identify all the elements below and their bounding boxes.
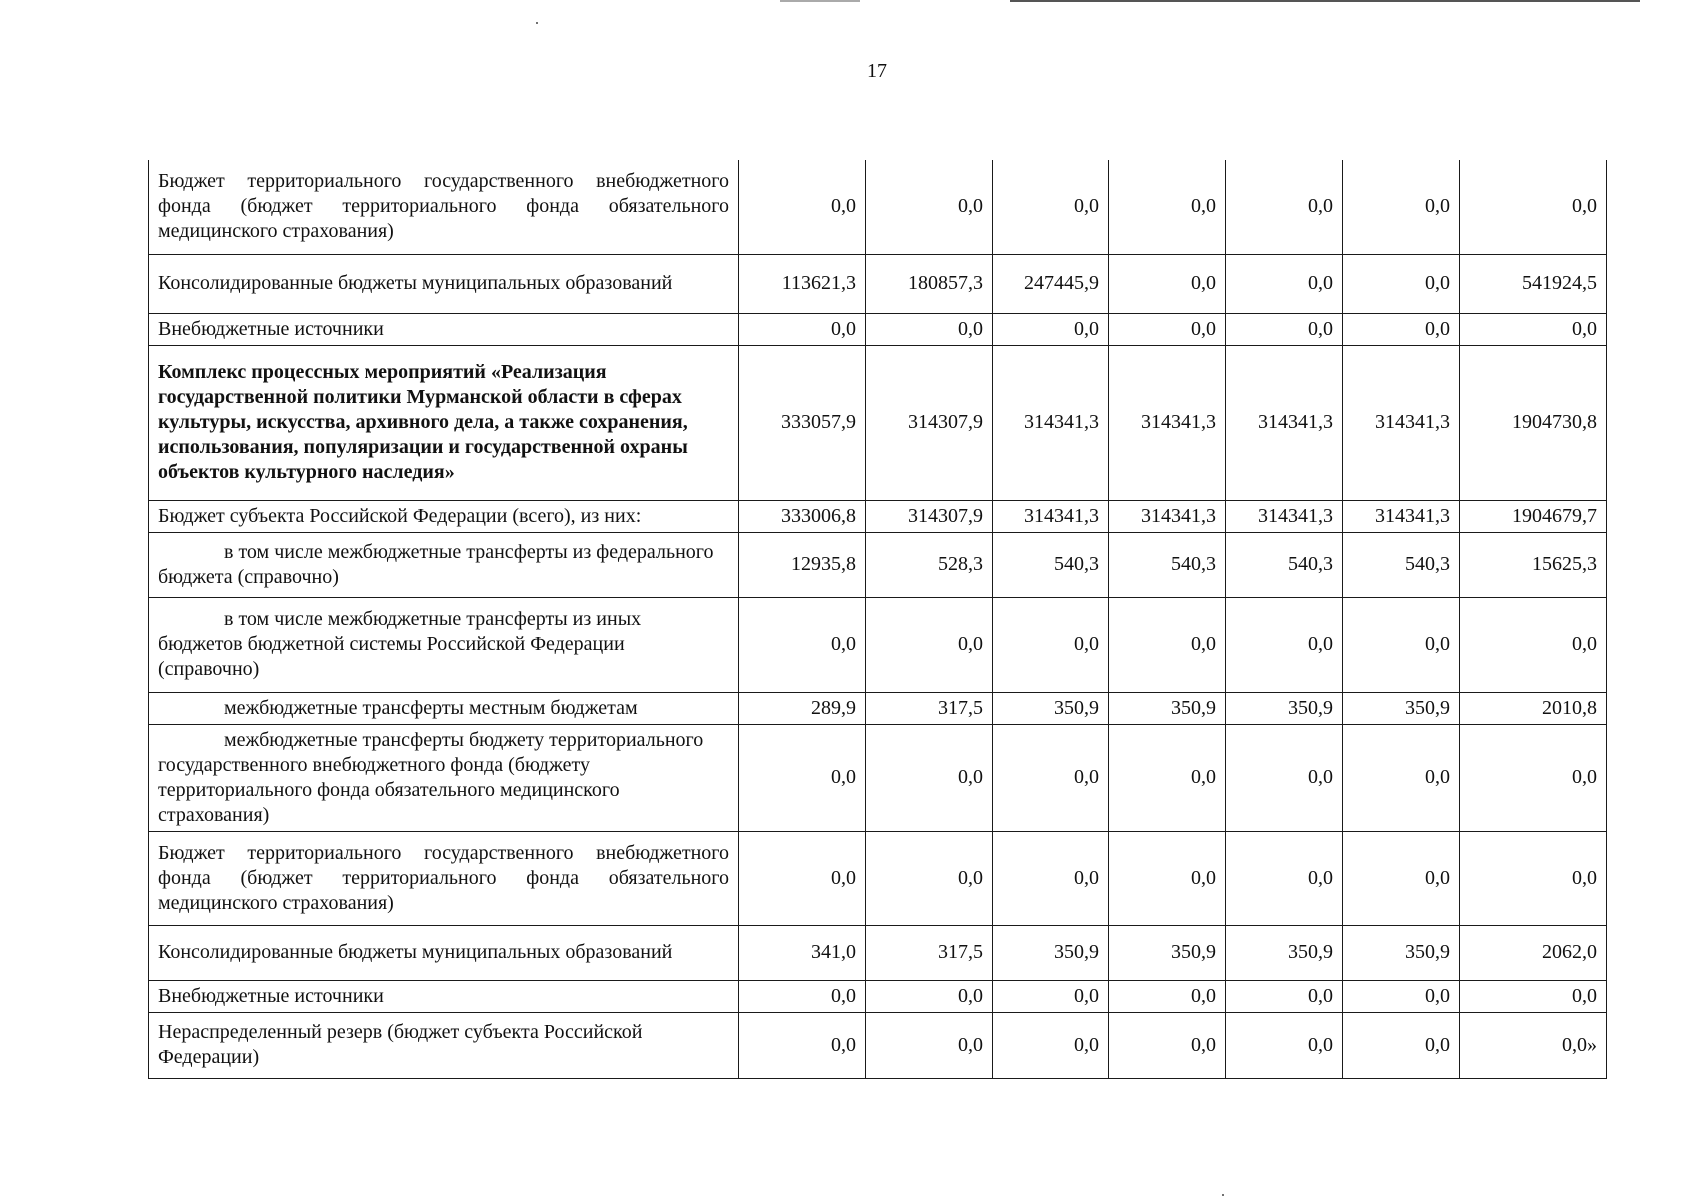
value-cell: 0,0 <box>739 980 866 1012</box>
value-cell: 0,0 <box>1109 597 1226 692</box>
value-cell: 350,9 <box>993 925 1109 980</box>
value-cell: 350,9 <box>1226 692 1343 724</box>
value-cell: 0,0 <box>1460 980 1607 1012</box>
scan-artifact-dot <box>1222 1194 1224 1196</box>
value-cell: 0,0 <box>1226 160 1343 254</box>
value-cell: 540,3 <box>1343 532 1460 597</box>
value-cell: 314341,3 <box>1109 345 1226 500</box>
table-row <box>149 532 1607 597</box>
value-cell: 0,0 <box>1343 831 1460 925</box>
row-label: Бюджет территориального государственного внебюджетного фонда (бюджет территориального фонда обязательного медицинского страхования) <box>149 831 739 925</box>
value-cell: 540,3 <box>1109 532 1226 597</box>
value-cell: 0,0 <box>866 313 993 345</box>
value-cell: 0,0 <box>866 160 993 254</box>
table-row <box>149 831 1607 925</box>
value-cell: 350,9 <box>993 692 1109 724</box>
value-cell: 289,9 <box>739 692 866 724</box>
value-cell: 12935,8 <box>739 532 866 597</box>
value-cell: 0,0 <box>1109 313 1226 345</box>
value-cell: 0,0 <box>993 597 1109 692</box>
value-cell: 247445,9 <box>993 254 1109 313</box>
row-label: в том числе межбюджетные трансферты из федерального бюджета (справочно) <box>149 532 739 597</box>
value-cell: 180857,3 <box>866 254 993 313</box>
value-cell: 0,0 <box>1109 1012 1226 1078</box>
value-cell: 15625,3 <box>1460 532 1607 597</box>
value-cell: 0,0 <box>1109 831 1226 925</box>
value-cell: 540,3 <box>1226 532 1343 597</box>
row-label: Консолидированные бюджеты муниципальных образований <box>149 254 739 313</box>
value-cell: 0,0 <box>1343 597 1460 692</box>
table-row <box>149 254 1607 313</box>
value-cell: 0,0 <box>866 831 993 925</box>
value-cell: 350,9 <box>1109 692 1226 724</box>
value-cell: 0,0 <box>1343 254 1460 313</box>
table-row <box>149 500 1607 532</box>
value-cell: 0,0 <box>1226 313 1343 345</box>
value-cell: 0,0 <box>739 1012 866 1078</box>
row-label: в том числе межбюджетные трансферты из иных бюджетов бюджетной системы Российской Федерации (справочно) <box>149 597 739 692</box>
value-cell: 314307,9 <box>866 345 993 500</box>
value-cell: 350,9 <box>1343 692 1460 724</box>
value-cell: 0,0 <box>1460 313 1607 345</box>
value-cell: 0,0 <box>866 980 993 1012</box>
value-cell: 0,0 <box>1226 1012 1343 1078</box>
value-cell: 317,5 <box>866 925 993 980</box>
row-label: Бюджет субъекта Российской Федерации (всего), из них: <box>149 500 739 532</box>
value-cell: 0,0 <box>1226 597 1343 692</box>
value-cell: 314341,3 <box>1343 345 1460 500</box>
value-cell: 314341,3 <box>993 500 1109 532</box>
value-cell: 540,3 <box>993 532 1109 597</box>
value-cell: 0,0 <box>739 160 866 254</box>
value-cell: 0,0 <box>866 597 993 692</box>
value-cell: 0,0 <box>1343 160 1460 254</box>
row-label: Бюджет территориального государственного внебюджетного фонда (бюджет территориального фонда обязательного медицинского страхования) <box>149 160 739 254</box>
row-label: межбюджетные трансферты бюджету территориального государственного внебюджетного фонда (бюджету территориального фонда обязательного медицинского страхования) <box>149 724 739 831</box>
value-cell: 1904730,8 <box>1460 345 1607 500</box>
value-cell: 314341,3 <box>1109 500 1226 532</box>
value-cell: 0,0 <box>1343 1012 1460 1078</box>
value-cell: 314341,3 <box>1226 500 1343 532</box>
row-label: Комплекс процессных мероприятий «Реализация государственной политики Мурманской области в сферах культуры, искусства, архивного дела, а также сохранения, использования, популяризации и государственной охраны объектов культурного наследия» <box>149 345 739 500</box>
table-row <box>149 980 1607 1012</box>
table-row <box>149 724 1607 831</box>
value-cell: 0,0 <box>866 724 993 831</box>
value-cell: 0,0 <box>993 1012 1109 1078</box>
row-label: Внебюджетные источники <box>149 980 739 1012</box>
table-row <box>149 345 1607 500</box>
value-cell: 0,0 <box>1109 980 1226 1012</box>
value-cell: 0,0 <box>1109 160 1226 254</box>
value-cell: 0,0 <box>1460 724 1607 831</box>
table-row <box>149 1012 1607 1078</box>
scan-artifact-dot <box>536 22 538 24</box>
value-cell: 341,0 <box>739 925 866 980</box>
value-cell: 113621,3 <box>739 254 866 313</box>
value-cell: 2010,8 <box>1460 692 1607 724</box>
value-cell: 0,0 <box>993 980 1109 1012</box>
value-cell: 0,0 <box>739 313 866 345</box>
table-row <box>149 692 1607 724</box>
row-label: Внебюджетные источники <box>149 313 739 345</box>
page-number: 17 <box>867 60 887 82</box>
value-cell: 0,0 <box>739 597 866 692</box>
value-cell: 541924,5 <box>1460 254 1607 313</box>
table-row <box>149 597 1607 692</box>
table-row <box>149 925 1607 980</box>
table-row <box>149 160 1607 254</box>
value-cell: 0,0 <box>1343 313 1460 345</box>
scan-artifact-line <box>780 0 860 2</box>
value-cell: 314341,3 <box>1226 345 1343 500</box>
value-cell: 333057,9 <box>739 345 866 500</box>
value-cell: 0,0 <box>866 1012 993 1078</box>
value-cell: 314341,3 <box>993 345 1109 500</box>
value-cell: 2062,0 <box>1460 925 1607 980</box>
value-cell: 528,3 <box>866 532 993 597</box>
value-cell: 0,0 <box>1226 980 1343 1012</box>
scan-artifact-line <box>1010 0 1640 2</box>
value-cell: 0,0 <box>1109 724 1226 831</box>
value-cell: 0,0 <box>1226 831 1343 925</box>
value-cell: 0,0 <box>739 831 866 925</box>
value-cell: 0,0 <box>1109 254 1226 313</box>
value-cell: 317,5 <box>866 692 993 724</box>
value-cell: 0,0 <box>1226 254 1343 313</box>
value-cell: 350,9 <box>1109 925 1226 980</box>
value-cell: 0,0 <box>1460 160 1607 254</box>
value-cell: 0,0 <box>993 160 1109 254</box>
value-cell: 0,0 <box>993 724 1109 831</box>
value-cell: 314307,9 <box>866 500 993 532</box>
value-cell: 314341,3 <box>1343 500 1460 532</box>
value-cell: 350,9 <box>1226 925 1343 980</box>
value-cell: 0,0 <box>993 831 1109 925</box>
value-cell: 350,9 <box>1343 925 1460 980</box>
value-cell: 0,0 <box>1343 980 1460 1012</box>
row-label: межбюджетные трансферты местным бюджетам <box>149 692 739 724</box>
value-cell: 0,0 <box>1460 831 1607 925</box>
value-cell: 0,0» <box>1460 1012 1607 1078</box>
value-cell: 0,0 <box>1343 724 1460 831</box>
value-cell: 333006,8 <box>739 500 866 532</box>
row-label: Нераспределенный резерв (бюджет субъекта Российской Федерации) <box>149 1012 739 1078</box>
value-cell: 0,0 <box>739 724 866 831</box>
value-cell: 0,0 <box>993 313 1109 345</box>
table-row <box>149 313 1607 345</box>
row-label: Консолидированные бюджеты муниципальных образований <box>149 925 739 980</box>
value-cell: 0,0 <box>1460 597 1607 692</box>
value-cell: 0,0 <box>1226 724 1343 831</box>
budget-table <box>148 160 1607 1079</box>
value-cell: 1904679,7 <box>1460 500 1607 532</box>
